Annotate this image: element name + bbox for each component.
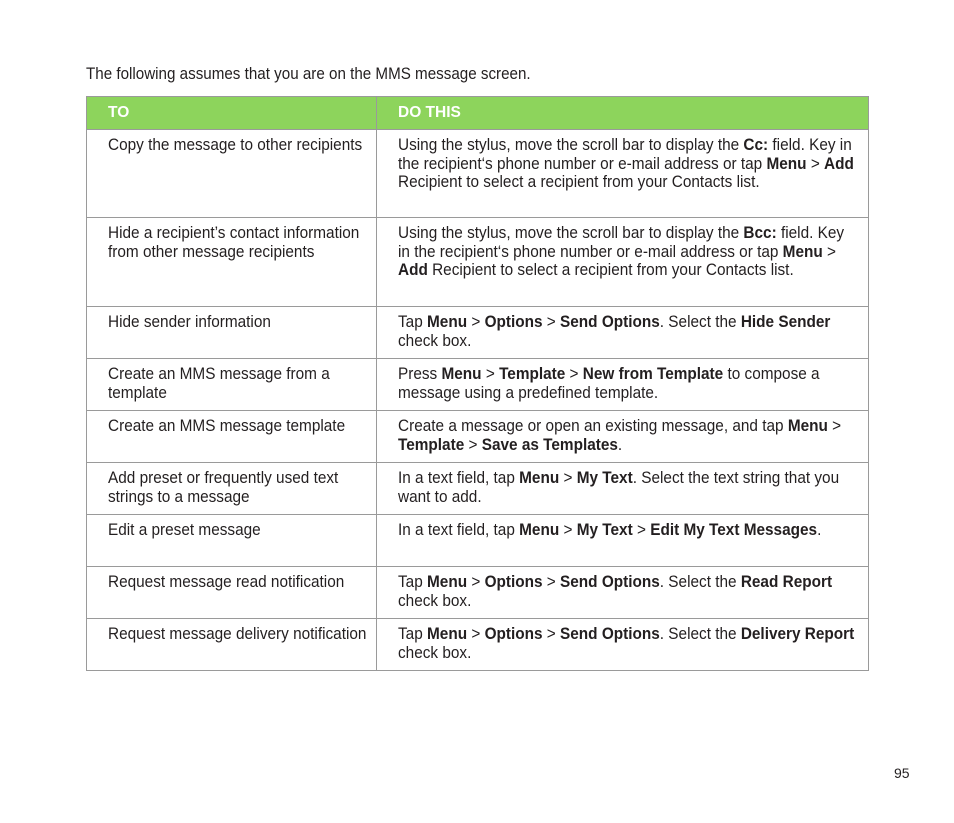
cell-to xyxy=(87,130,377,218)
table-row xyxy=(87,463,869,515)
cell-do-this xyxy=(377,130,869,218)
bold-term: My Text xyxy=(576,521,633,539)
text-segment: > xyxy=(464,435,482,454)
text-segment: check box. xyxy=(398,331,472,350)
table-row xyxy=(87,307,869,359)
bold-term: Hide Sender xyxy=(740,313,831,331)
cell-to-text: Hide sender information xyxy=(108,313,271,331)
text-segment: Tap xyxy=(398,573,428,591)
text-segment: > xyxy=(467,573,485,591)
text-segment: > xyxy=(467,625,485,643)
cell-to-text: Edit a preset message xyxy=(108,521,261,539)
cell-to xyxy=(87,218,377,307)
page-number: 95 xyxy=(894,765,910,781)
bold-term: Menu xyxy=(519,521,560,539)
text-segment: Create a message or open an existing message, and tap xyxy=(398,417,788,435)
text-segment: . xyxy=(817,521,822,539)
cell-to xyxy=(87,567,377,619)
bold-term: Menu xyxy=(427,573,468,591)
bold-term: Send Options xyxy=(560,573,660,591)
text-segment: > xyxy=(565,365,583,383)
text-segment: In a text field, tap xyxy=(398,521,520,539)
bold-term: Bcc: xyxy=(743,224,777,242)
bold-term: Send Options xyxy=(560,313,660,331)
text-segment: . Select the xyxy=(659,573,741,591)
text-segment: . Select the text string that you want to add. xyxy=(398,469,840,506)
header-do-this: DO THIS xyxy=(377,97,869,130)
bold-term: Edit My Text Messages xyxy=(650,521,818,539)
text-segment: field. Key in the recipient‘s phone number or e-mail address or tap xyxy=(398,224,845,261)
cell-do-this-text xyxy=(398,469,860,506)
table-row xyxy=(87,130,869,218)
cell-do-this xyxy=(377,307,869,359)
text-segment: check box. xyxy=(398,591,472,610)
bold-term: Save as Templates xyxy=(481,435,618,454)
text-segment: Press xyxy=(398,365,442,383)
text-segment: > xyxy=(542,313,561,331)
cell-do-this xyxy=(377,567,869,619)
text-segment: Using the stylus, move the scroll bar to display the xyxy=(398,136,744,154)
cell-to xyxy=(87,411,377,463)
bold-term: Template xyxy=(499,365,566,383)
text-segment: > xyxy=(542,625,561,643)
bold-term: My Text xyxy=(576,469,633,487)
cell-to-text: Create an MMS message from a template xyxy=(108,365,330,402)
table-row xyxy=(87,515,869,567)
bold-term: Menu xyxy=(766,154,807,173)
intro-text: The following assumes that you are on the MMS message screen. xyxy=(86,65,531,83)
cell-to xyxy=(87,619,377,671)
instructions-table xyxy=(86,96,869,671)
table-row xyxy=(87,218,869,307)
text-segment: > xyxy=(467,313,485,331)
cell-do-this xyxy=(377,218,869,307)
bold-term: Template xyxy=(398,435,465,454)
table-body xyxy=(87,130,869,671)
bold-term: Menu xyxy=(787,417,828,435)
cell-do-this xyxy=(377,515,869,567)
text-segment: > xyxy=(481,365,500,383)
cell-to xyxy=(87,359,377,411)
bold-term: Options xyxy=(484,573,543,591)
table-row xyxy=(87,359,869,411)
cell-to-text: Copy the message to other recipients xyxy=(108,136,363,154)
text-segment: > xyxy=(632,521,651,539)
cell-do-this xyxy=(377,359,869,411)
bold-term: Menu xyxy=(519,469,560,487)
cell-do-this-text xyxy=(398,313,860,350)
text-segment: > xyxy=(559,521,577,539)
text-segment: Using the stylus, move the scroll bar to display the xyxy=(398,224,744,242)
text-segment: Tap xyxy=(398,625,428,643)
bold-term: Options xyxy=(484,313,543,331)
bold-term: New from Template xyxy=(582,365,724,383)
cell-to-text: Request message delivery notification xyxy=(108,625,367,643)
bold-term: Add xyxy=(398,261,428,279)
table-header-row xyxy=(87,97,869,130)
bold-term: Delivery Report xyxy=(740,625,855,643)
text-segment: . Select the xyxy=(659,625,741,643)
text-segment: Recipient to select a recipient from your Contacts list. xyxy=(398,173,760,191)
text-segment: > xyxy=(806,154,825,173)
cell-do-this xyxy=(377,411,869,463)
header-to: TO xyxy=(87,97,377,130)
bold-term: Add xyxy=(824,154,854,173)
cell-do-this-text xyxy=(398,136,860,192)
bold-term: Menu xyxy=(427,625,468,643)
text-segment: > xyxy=(542,573,561,591)
cell-do-this-text xyxy=(398,521,860,540)
text-segment: . Select the xyxy=(659,313,741,331)
cell-do-this-text xyxy=(398,417,860,454)
text-segment: Recipient to select a recipient from your Contacts list. xyxy=(427,261,794,279)
bold-term: Menu xyxy=(427,313,468,331)
text-segment: . xyxy=(617,435,623,454)
text-segment: > xyxy=(822,242,837,261)
cell-to xyxy=(87,463,377,515)
text-segment: > xyxy=(559,469,577,487)
cell-to-text: Hide a recipient’s contact information from other message recipients xyxy=(108,224,360,261)
text-segment: to compose a message using a predefined template. xyxy=(398,365,820,402)
cell-do-this-text xyxy=(398,224,860,280)
cell-to-text: Request message read notification xyxy=(108,573,345,591)
text-segment: > xyxy=(827,417,842,435)
bold-term: Send Options xyxy=(560,625,660,643)
cell-do-this xyxy=(377,619,869,671)
cell-to xyxy=(87,515,377,567)
cell-do-this xyxy=(377,463,869,515)
table-row xyxy=(87,619,869,671)
table-row xyxy=(87,411,869,463)
bold-term: Options xyxy=(484,625,543,643)
bold-term: Menu xyxy=(782,242,823,261)
cell-do-this-text xyxy=(398,573,860,610)
text-segment: Tap xyxy=(398,313,428,331)
text-segment: check box. xyxy=(398,643,472,662)
bold-term: Cc: xyxy=(743,136,769,154)
cell-to xyxy=(87,307,377,359)
cell-to-text: Create an MMS message template xyxy=(108,417,346,435)
bold-term: Read Report xyxy=(740,573,833,591)
text-segment: In a text field, tap xyxy=(398,469,520,487)
cell-do-this-text xyxy=(398,625,860,662)
text-segment: field. Key in the recipient‘s phone number or e-mail address or tap xyxy=(398,136,852,173)
cell-do-this-text xyxy=(398,365,860,402)
table-row xyxy=(87,567,869,619)
cell-to-text: Add preset or frequently used text strings to a message xyxy=(108,469,339,506)
bold-term: Menu xyxy=(441,365,482,383)
